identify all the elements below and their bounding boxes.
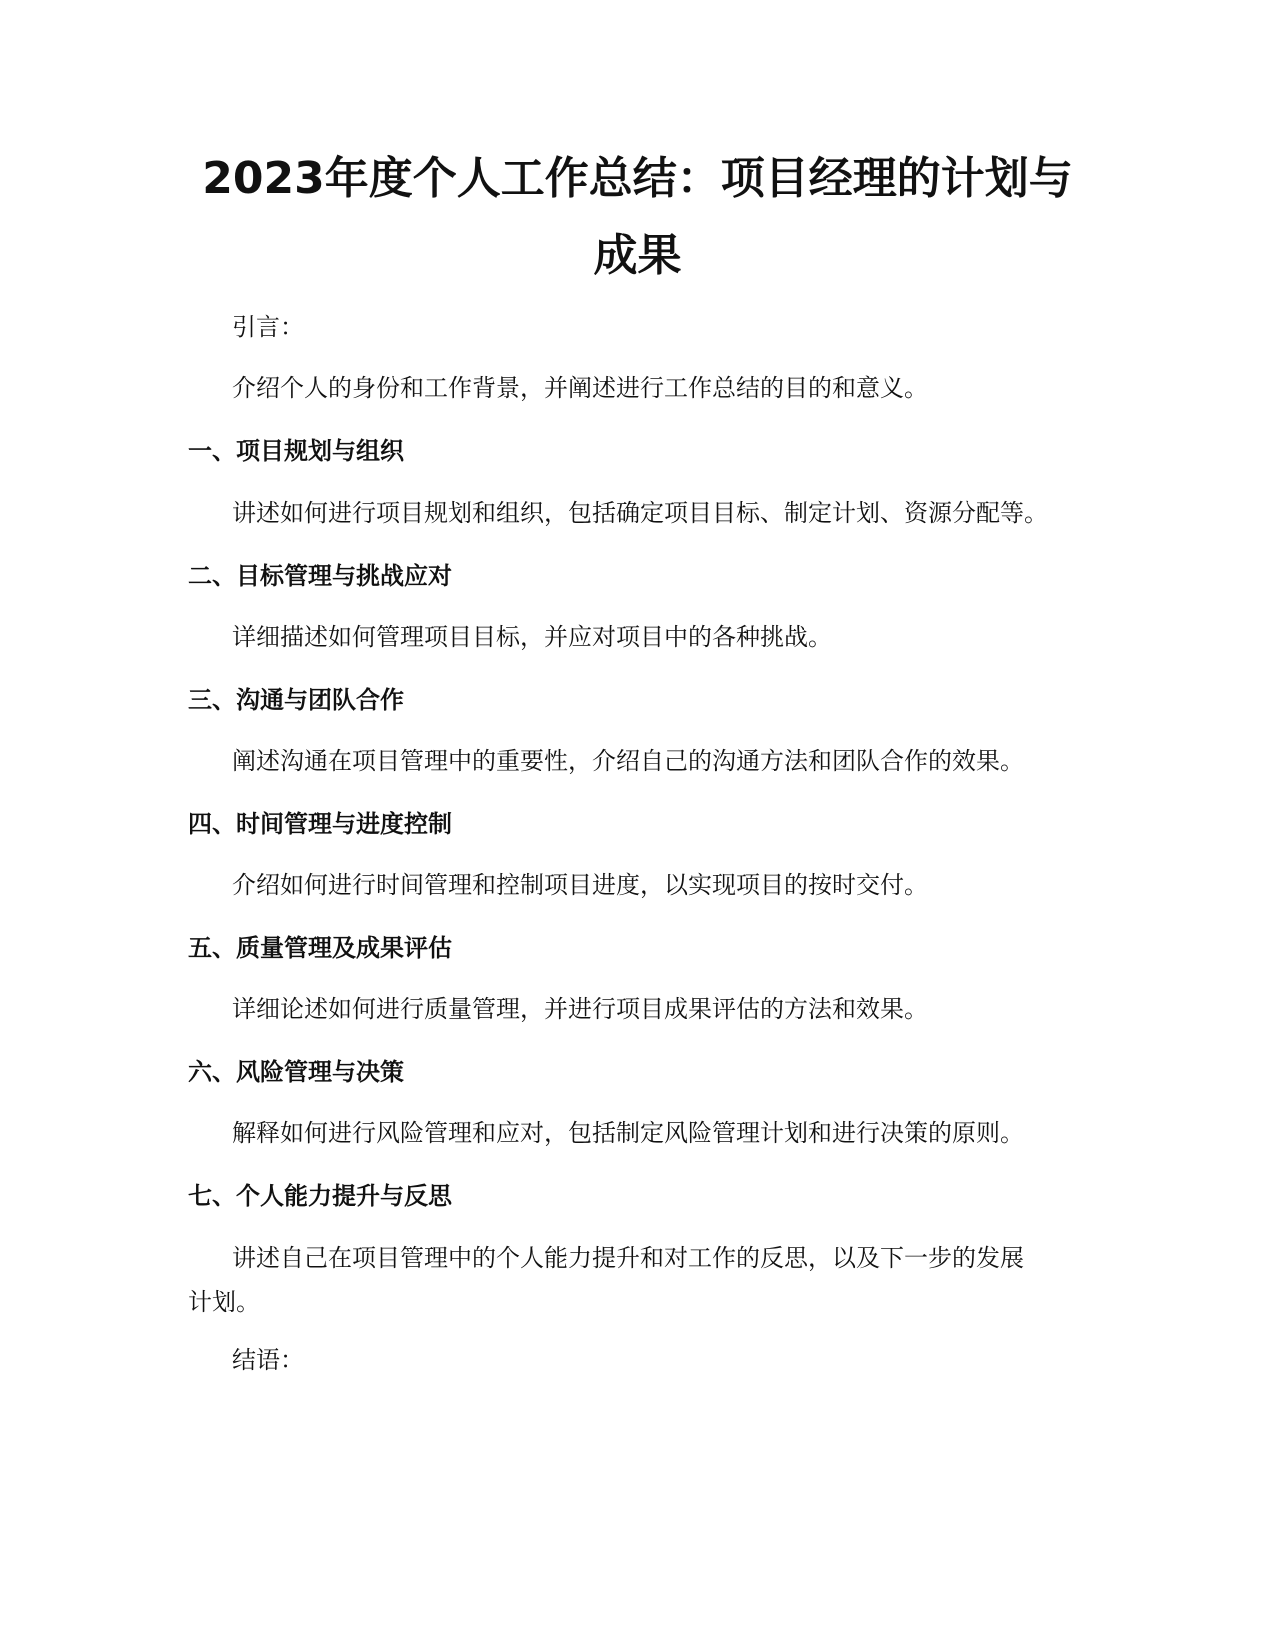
section-text-5: 详细论述如何进行质量管理，并进行项目成果评估的方法和效果。	[232, 995, 928, 1023]
document-title-line-1: 2023年度个人工作总结：项目经理的计划与	[202, 153, 1073, 204]
conclusion-label: 结语：	[232, 1346, 304, 1374]
section-heading-5: 五、质量管理及成果评估	[188, 934, 452, 962]
section-text-2: 详细描述如何管理项目目标，并应对项目中的各种挑战。	[232, 623, 832, 651]
document-title-line-2: 成果	[593, 230, 682, 281]
section-heading-3: 三、沟通与团队合作	[188, 686, 404, 714]
intro-label: 引言：	[232, 313, 304, 341]
section-heading-6: 六、风险管理与决策	[188, 1058, 404, 1086]
section-text-4: 介绍如何进行时间管理和控制项目进度，以实现项目的按时交付。	[232, 871, 928, 899]
section-heading-4: 四、时间管理与进度控制	[188, 810, 452, 838]
section-text-7: 讲述自己在项目管理中的个人能力提升和对工作的反思，以及下一步的发展计划。	[188, 1244, 1024, 1316]
section-text-1: 讲述如何进行项目规划和组织，包括确定项目目标、制定计划、资源分配等。	[232, 499, 1048, 527]
intro-text: 介绍个人的身份和工作背景，并阐述进行工作总结的目的和意义。	[232, 374, 928, 402]
section-heading-2: 二、目标管理与挑战应对	[188, 562, 452, 590]
section-text-3: 阐述沟通在项目管理中的重要性，介绍自己的沟通方法和团队合作的效果。	[232, 747, 1024, 775]
section-text-6: 解释如何进行风险管理和应对，包括制定风险管理计划和进行决策的原则。	[232, 1119, 1024, 1147]
section-heading-7: 七、个人能力提升与反思	[188, 1182, 452, 1210]
section-heading-1: 一、项目规划与组织	[188, 437, 404, 465]
